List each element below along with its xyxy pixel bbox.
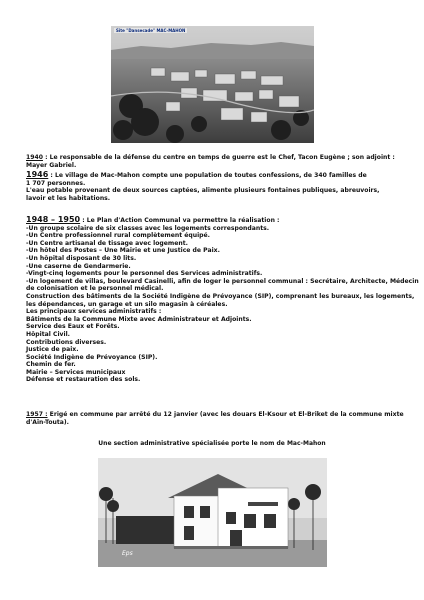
paragraph-1946 bbox=[26, 171, 400, 202]
year-1940: 1940 bbox=[26, 154, 43, 161]
paragraph-1940-text: : Le responsable de la défense du centre en temps de guerre est le Chef, Tacon Eugène ; son adjoint : Mayer Gabriel. bbox=[26, 154, 395, 169]
list-item: de colonisation et le personnel médical. bbox=[26, 285, 164, 293]
paragraph-1948-1950 bbox=[26, 215, 419, 384]
list-item: Mairie – Services municipaux bbox=[26, 368, 126, 376]
list-item: Défense et restauration des sols. bbox=[26, 376, 141, 384]
section-caption: Une section administrative spécialisée porte le nom de Mac-Mahon bbox=[98, 440, 326, 447]
paragraph-1946-line3: L'eau potable provenant de deux sources captées, alimente plusieurs fontaines publiques, abreuvoirs, lavoir et les habitations. bbox=[26, 187, 380, 202]
list-item: -Un logement de villas, boulevard Casinelli, afin de loger le personnel communal : Secrétaire, Architecte, Médecin bbox=[26, 277, 419, 285]
list-item: -Un hôtel des Postes – Une Mairie et une Justice de Paix. bbox=[26, 247, 220, 255]
village-aerial-photo bbox=[111, 26, 314, 143]
list-item: -Vingt-cinq logements pour le personnel des Services administratifs. bbox=[26, 270, 263, 278]
paragraph-1946-line1: : Le village de Mac-Mahon compte une population de toutes confessions, de 340 familles de bbox=[48, 172, 367, 179]
paragraph-1940 bbox=[26, 154, 400, 169]
list-item: Construction des bâtiments de la Société Indigène de Prévoyance (SIP), comprenant les bureaux, les logements, bbox=[26, 292, 415, 300]
list-item: Les principaux services administratifs : bbox=[26, 308, 162, 316]
paragraph-1957 bbox=[26, 411, 404, 426]
list-item: Bâtiments de la Commune Mixte avec Administrateur et Adjoints. bbox=[26, 315, 252, 323]
paragraph-1957-line2: d'Aïn-Touta). bbox=[26, 418, 69, 426]
list-item: -Un Centre artisanal de tissage avec logement. bbox=[26, 239, 188, 247]
paragraph-1946-line2: 1 707 personnes. bbox=[26, 179, 86, 187]
list-item: Justice de paix. bbox=[26, 346, 79, 354]
paragraph-1948-list bbox=[26, 224, 419, 384]
list-item: Hôpital Civil. bbox=[26, 330, 70, 338]
paragraph-1948-intro: : Le Plan d'Action Communal va permettre la réalisation : bbox=[80, 217, 280, 224]
village-aerial-image bbox=[111, 26, 314, 143]
year-1946: 1946 bbox=[26, 170, 49, 179]
list-item: les dépendances, un garage et un silo magasin à céréales. bbox=[26, 300, 228, 308]
year-1948-1950: 1948 – 1950 bbox=[26, 215, 81, 224]
list-item: -Une caserne de Gendarmerie. bbox=[26, 262, 131, 270]
year-1957: 1957 : bbox=[26, 411, 48, 418]
list-item: Service des Eaux et Forêts. bbox=[26, 323, 120, 331]
building-photo bbox=[98, 458, 327, 567]
paragraph-1957-line1: Erigé en commune par arrêté du 12 janvier (avec les douars El-Ksour et El-Briket de la commune mixte bbox=[47, 411, 404, 418]
list-item: Contributions diverses. bbox=[26, 338, 107, 346]
list-item: Société Indigène de Prévoyance (SIP). bbox=[26, 353, 158, 361]
photo-caption: Site "Dansecade" MAC-MAHON bbox=[116, 28, 186, 33]
list-item: Chemin de fer. bbox=[26, 361, 76, 369]
list-item: -Un groupe scolaire de six classes avec les logements correspondants. bbox=[26, 224, 270, 232]
photo-signature: Eps bbox=[122, 550, 133, 557]
list-item: -Un Centre professionnel rural complètement équipé. bbox=[26, 232, 210, 240]
list-item: -Un hôpital disposant de 30 lits. bbox=[26, 254, 137, 262]
